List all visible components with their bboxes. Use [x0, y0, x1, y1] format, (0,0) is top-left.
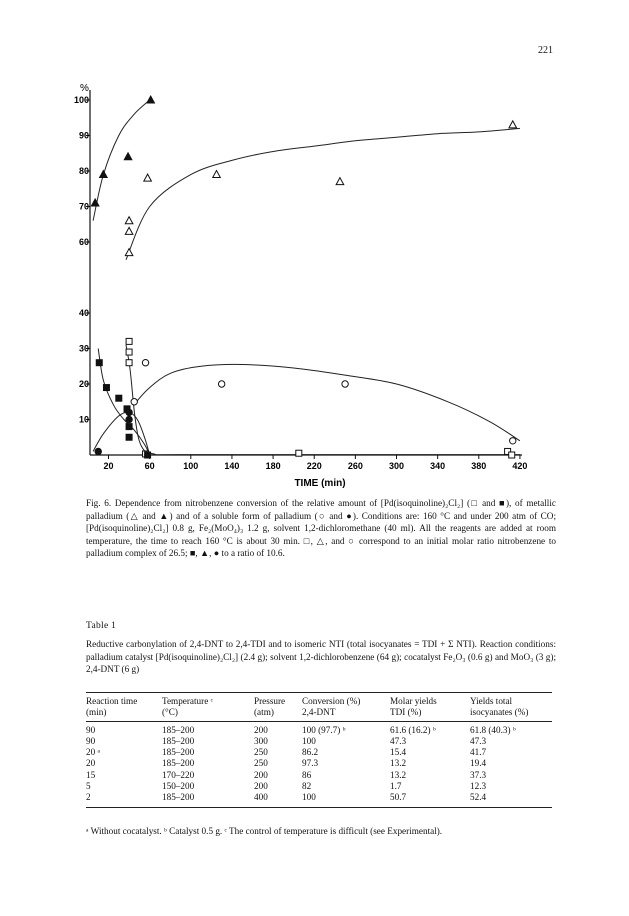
data-point-open-triangle	[125, 227, 133, 234]
x-tick-label: 140	[224, 461, 240, 471]
col-header-reaction-time: Reaction time (min)	[86, 696, 138, 718]
data-point-open-circle	[510, 438, 516, 444]
data-point-filled-triangle	[100, 171, 108, 178]
y-tick-label: 10	[78, 414, 89, 425]
table-cell: 100	[302, 735, 316, 746]
y-tick-label: 40	[78, 308, 89, 318]
data-point-open-square	[509, 452, 515, 458]
col-header-total-yields: Yields total isocyanates (%)	[470, 696, 529, 718]
data-point-open-square	[126, 360, 132, 366]
data-point-open-triangle	[125, 217, 133, 224]
curve-filled-square	[98, 349, 150, 456]
table-row	[86, 721, 552, 736]
table-header-row	[86, 693, 552, 722]
x-tick-label: 380	[471, 461, 487, 471]
col-header-conversion: Conversion (%) 2,4-DNT	[302, 696, 361, 718]
table-cell: 13.2	[390, 758, 407, 769]
data-point-open-square	[126, 338, 132, 344]
table-cell: 97.3	[302, 758, 319, 769]
data-point-filled-triangle	[147, 96, 155, 103]
table-cell: 12.3	[470, 781, 487, 792]
table-cell: 86.2	[302, 747, 319, 758]
table-row	[86, 781, 552, 792]
table-cell: 61.6 (16.2) ᵇ	[390, 724, 436, 735]
table-cell: 185–200	[162, 792, 195, 803]
y-tick-label: 70	[78, 201, 89, 212]
x-tick-label: 300	[388, 461, 405, 471]
data-point-open-square	[126, 349, 132, 355]
y-tick-label: 60	[78, 237, 89, 247]
table-cell: 47.3	[390, 735, 407, 746]
table-cell: 41.7	[470, 747, 487, 758]
table-cell: 61.8 (40.3) ᵇ	[470, 724, 516, 735]
data-point-open-circle	[218, 381, 224, 387]
y-tick-label: 30	[78, 343, 89, 354]
data-point-open-triangle	[144, 174, 152, 181]
table-cell: 150–200	[162, 781, 195, 792]
data-point-open-triangle	[213, 171, 221, 178]
table-cell: 20	[86, 758, 96, 769]
chart-ticks	[74, 95, 527, 471]
table-cell: 90	[86, 724, 96, 735]
table-row	[86, 736, 552, 747]
table-cell: 185–200	[162, 724, 195, 735]
table-cell: 185–200	[162, 735, 195, 746]
results-table	[86, 692, 552, 808]
col-header-pressure: Pressure (atm)	[254, 696, 286, 718]
table-cell: 300	[254, 735, 268, 746]
x-tick-label: 180	[265, 461, 281, 471]
data-point-filled-square	[96, 360, 102, 366]
data-point-filled-circle	[126, 416, 132, 422]
table-cell: 50.7	[390, 792, 407, 803]
y-tick-label: 80	[78, 166, 89, 176]
y-tick-label: 90	[78, 130, 89, 141]
y-axis-label: %	[80, 83, 89, 94]
table-cell: 13.2	[390, 769, 407, 780]
data-point-open-square	[296, 450, 302, 456]
table-cell: 20 ᵃ	[86, 747, 100, 758]
curve-open-triangle	[126, 128, 520, 259]
data-point-open-triangle	[336, 178, 344, 185]
table-row	[86, 770, 552, 781]
data-point-open-circle	[142, 360, 148, 366]
x-tick-label: 420	[512, 461, 528, 471]
table-cell: 100 (97.7) ᵇ	[302, 724, 346, 735]
curve-filled-circle	[93, 412, 150, 455]
table-cell: 82	[302, 781, 312, 792]
curve-open-circle	[136, 364, 520, 440]
table-cell: 200	[254, 724, 268, 735]
data-point-open-circle	[131, 399, 137, 405]
x-tick-label: 340	[430, 461, 446, 471]
table-row	[86, 758, 552, 769]
y-tick-label: 100	[73, 95, 89, 105]
table-cell: 5	[86, 781, 91, 792]
x-tick-label: 100	[183, 461, 199, 471]
table-cell: 19.4	[470, 758, 487, 769]
table-cell: 37.3	[470, 769, 487, 780]
data-point-open-triangle	[509, 121, 517, 128]
table-cell: 15.4	[390, 747, 407, 758]
table-cell: 90	[86, 735, 96, 746]
table-cell: 47.3	[470, 735, 487, 746]
data-point-open-circle	[342, 381, 348, 387]
table-cell: 400	[254, 792, 268, 803]
table-cell: 86	[302, 769, 312, 780]
table-row	[86, 792, 552, 807]
col-header-temperature: Temperature ᶜ (°C)	[162, 696, 213, 718]
table-cell: 250	[254, 747, 268, 758]
data-point-filled-square	[103, 385, 109, 391]
data-point-open-triangle	[125, 249, 133, 256]
y-tick-label: 20	[78, 379, 89, 389]
x-axis-label: TIME (min)	[294, 478, 346, 489]
x-tick-label: 220	[306, 461, 322, 471]
table-cell: 100	[302, 792, 316, 803]
chart-curves	[93, 100, 520, 455]
data-point-filled-square	[116, 395, 122, 401]
curve-open-square	[126, 345, 520, 455]
data-point-filled-triangle	[124, 153, 132, 160]
table-row	[86, 747, 552, 758]
table-cell: 185–200	[162, 758, 195, 769]
table-footnote: ᵃ Without cocatalyst. ᵇ Catalyst 0.5 g. ᶜ The control of temperature is difficult (see Experimental).	[86, 826, 443, 836]
table-cell: 185–200	[162, 747, 195, 758]
table-cell: 2	[86, 792, 91, 803]
table-caption: Reductive carbonylation of 2,4-DNT to 2,4-TDI and to isomeric NTI (total isocyanates = TDI + Σ NTI). Reaction conditions: palladium catalyst [Pd(isoquinoline)₂Cl₂] (2.4 g); solvent 1,2-dichlorobenzene (64 g); cocatalyst Fe₂O₃ (0.6 g) and MoO₃ (3 g); 2,4-DNT (6 g)	[86, 639, 556, 674]
table-title: Table 1	[86, 621, 117, 631]
x-tick-label: 20	[103, 461, 114, 471]
x-tick-label: 60	[144, 461, 155, 471]
table-cell: 52.4	[470, 792, 487, 803]
data-point-filled-square	[126, 424, 132, 430]
table-cell: 250	[254, 758, 268, 769]
table-cell: 15	[86, 769, 96, 780]
data-point-filled-circle	[95, 448, 101, 454]
curve-filled-triangle	[93, 100, 150, 221]
table-cell: 200	[254, 769, 268, 780]
table-cell: 200	[254, 781, 268, 792]
figure-caption: Fig. 6. Dependence from nitrobenzene conversion of the relative amount of [Pd(isoquinoline)₂Cl₂] (□ and ■), of metallic palladium (△ and ▲) and of a soluble form of palladium (○ and ●). Conditions are: 160 °C and under 200 atm of CO; [Pd(isoquinoline)₂Cl₂] 0.8 g, Fe₂(MoO₄)₃ 1.2 g, solvent 1,2-dichloromethane (40 ml). All the reagents are added at room temperature, the time to reach 160 °C is about 30 min. □, △, and ○ correspond to an initial molar ratio nitrobenzene to palladium complex of 26.5; ■, ▲, ● to a ratio of 10.6.	[86, 498, 556, 558]
table-cell: 1.7	[390, 781, 402, 792]
data-point-filled-circle	[126, 409, 132, 415]
data-point-filled-square	[126, 434, 132, 440]
chart-axes	[90, 90, 522, 455]
col-header-molar-yields: Molar yields TDI (%)	[390, 696, 437, 718]
x-tick-label: 260	[347, 461, 363, 471]
page-number: 221	[538, 45, 553, 56]
table-cell: 170–220	[162, 769, 195, 780]
